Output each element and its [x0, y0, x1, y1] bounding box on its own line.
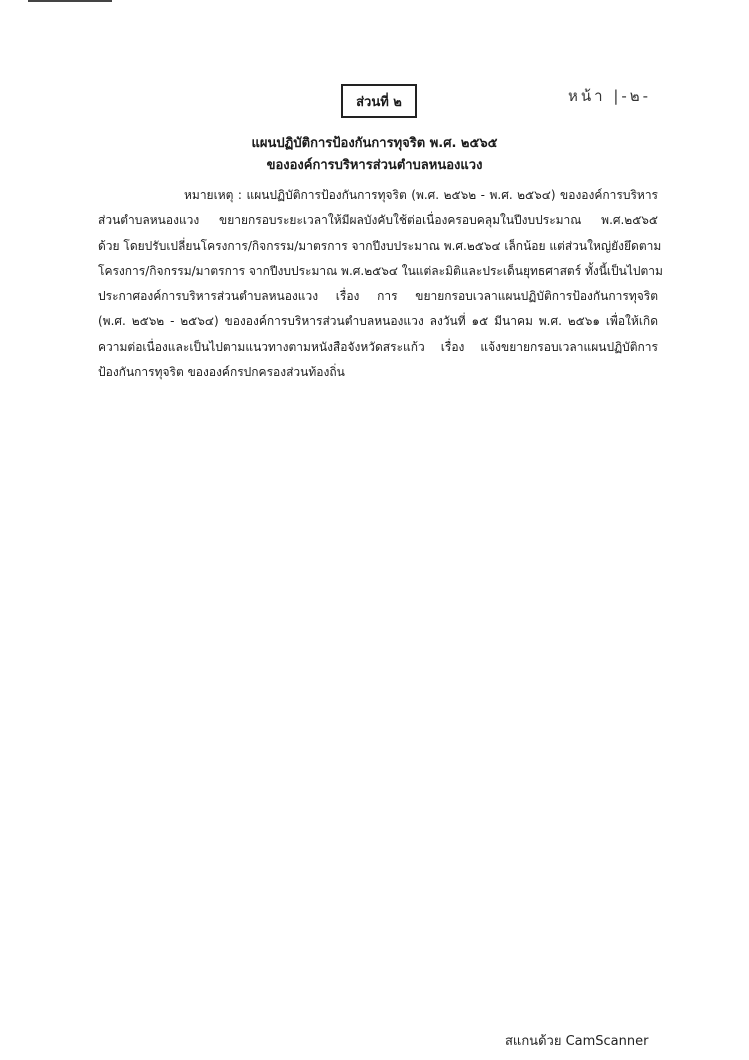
document-title — [0, 133, 749, 177]
title-line-2: ขององค์การบริหารส่วนตำบลหนองแวง — [266, 158, 483, 173]
body-line-2: ส่วนตำบลหนองแวง ขยายกรอบระยะเวลาให้มีผลบังคับใช้ต่อเนื่องครอบคลุมในปีงบประมาณ พ.ศ.๒๕๖๕ — [98, 213, 658, 228]
body-paragraph — [98, 183, 663, 385]
scan-edge-line — [28, 0, 112, 2]
page-number: หน้า |-๒- — [568, 87, 652, 105]
section-label-box — [341, 84, 417, 118]
section-label: ส่วนที่ ๒ — [356, 94, 402, 110]
body-line-7: ความต่อเนื่องและเป็นไปตามแนวทางตามหนังสือจังหวัดสระแก้ว เรื่อง แจ้งขยายกรอบเวลาแผนปฏิบัติการ — [98, 339, 658, 354]
body-line-5: ประกาศองค์การบริหารส่วนตำบลหนองแวง เรื่อง การ ขยายกรอบเวลาแผนปฏิบัติการป้องกันการทุจริต — [98, 289, 658, 304]
body-line-6: (พ.ศ. ๒๕๖๒ - ๒๕๖๔) ขององค์การบริหารส่วนตำบลหนองแวง ลงวันที่ ๑๕ มีนาคม พ.ศ. ๒๕๖๑ เพื่อให้เกิด — [98, 314, 658, 329]
title-line-1: แผนปฏิบัติการป้องกันการทุจริต พ.ศ. ๒๕๖๕ — [251, 136, 498, 151]
body-line-3: ด้วย โดยปรับเปลี่ยนโครงการ/กิจกรรม/มาตรการ จากปีงบประมาณ พ.ศ.๒๕๖๔ เล็กน้อย แต่ส่วนใหญ่ยังยึดตาม — [98, 238, 662, 253]
scanner-watermark: สแกนด้วย CamScanner — [505, 1034, 649, 1049]
body-line-4: โครงการ/กิจกรรม/มาตรการ จากปีงบประมาณ พ.ศ.๒๕๖๔ ในแต่ละมิติและประเด็นยุทธศาสตร์ ทั้งนี้เป็นไปตาม — [98, 263, 663, 278]
body-line-8: ป้องกันการทุจริต ขององค์กรปกครองส่วนท้องถิ่น — [98, 365, 345, 380]
body-line-1: หมายเหตุ : แผนปฏิบัติการป้องกันการทุจริต (พ.ศ. ๒๕๖๒ - พ.ศ. ๒๕๖๔) ขององค์การบริหาร — [184, 188, 658, 202]
